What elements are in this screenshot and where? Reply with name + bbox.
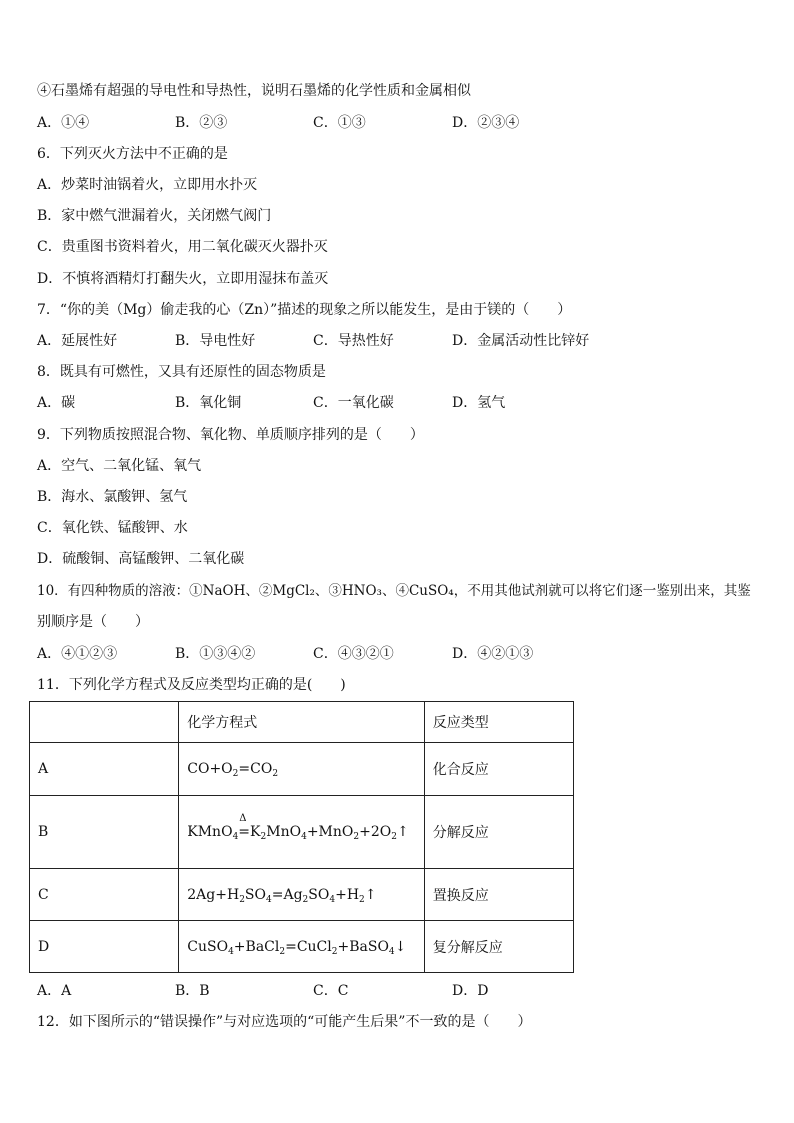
table-row [30,869,574,921]
q7-option-a: A．延展性好 [37,333,118,349]
q7-stem: 7．“你的美（Mg）偷走我的心（Zn）”描述的现象之所以能发生，是由于镁的（ ） [37,302,572,318]
q11-table [29,701,574,973]
row-label: A [30,743,179,796]
q10-stem-line1: 10．有四种物质的溶液：①NaOH、②MgCl₂、③HNO₃、④CuSO₄，不用其他试剂就可以将它们逐一鉴别出来，其鉴 [37,583,751,599]
q6-option-c: C．贵重图书资料着火，用二氧化碳灭火器扑灭 [37,239,328,255]
q11-option-b: B．B [175,983,210,999]
equation-d: CuSO$_4$+BaCl$_2$=CuCl$_2$+BaSO$_4$↓ [179,921,424,973]
row-label: D [30,921,179,973]
table-row [30,921,574,973]
header-cell-type: 反应类型 [424,702,573,743]
q9-option-b: B．海水、氯酸钾、氢气 [37,489,188,505]
q11-option-d: D．D [452,983,489,999]
row-label: B [30,796,179,869]
q6-option-a: A．炒菜时油锅着火，立即用水扑灭 [37,177,258,193]
q5-option-a: A．①④ [37,115,90,131]
q11-option-a: A．A [37,983,72,999]
row-label: C [30,869,179,921]
equation-b: KMnO$_4$ Δ $=K_2MnO_4+MnO_2+2O_2↑$ [179,796,424,869]
q7-option-b: B．导电性好 [175,333,256,349]
table-header-row [30,702,574,743]
q5-option-c: C．①③ [313,115,366,131]
q7-option-d: D．金属活动性比锌好 [452,333,590,349]
reaction-type: 化合反应 [424,743,573,796]
table-row [30,796,574,869]
q9-option-d: D．硫酸铜、高锰酸钾、二氧化碳 [37,551,245,567]
q11-option-c: C．C [313,983,349,999]
q9-option-a: A．空气、二氧化锰、氧气 [37,458,202,474]
q6-stem: 6．下列灭火方法中不正确的是 [37,146,228,162]
q8-option-c: C．一氧化碳 [313,395,394,411]
q10-option-b: B．①③④② [175,646,256,662]
q8-stem: 8．既具有可燃性，又具有还原性的固态物质是 [37,364,326,380]
q9-stem: 9．下列物质按照混合物、氧化物、单质顺序排列的是（ ） [37,427,424,443]
header-cell-empty [30,702,179,743]
q10-option-d: D．④②①③ [452,646,534,662]
q12-stem: 12．如下图所示的“错误操作”与对应选项的“可能产生后果”不一致的是（ ） [37,1014,532,1030]
q7-option-c: C．导热性好 [313,333,394,349]
q9-option-c: C．氧化铁、锰酸钾、水 [37,520,188,536]
reaction-type: 复分解反应 [424,921,573,973]
q6-option-b: B．家中燃气泄漏着火，关闭燃气阀门 [37,208,272,224]
q8-option-a: A．碳 [37,395,76,411]
q5-option-b: B．②③ [175,115,228,131]
reaction-type: 置换反应 [424,869,573,921]
equation-c: $2Ag+H_2SO_4=Ag_2SO_4+H_2↑$ [179,869,424,921]
q11-stem: 11．下列化学方程式及反应类型均正确的是( ) [37,677,346,693]
q8-option-d: D．氢气 [452,395,506,411]
q5-item-4: ④石墨烯有超强的导电性和导热性，说明石墨烯的化学性质和金属相似 [37,83,471,99]
table-row [30,743,574,796]
header-cell-equation: 化学方程式 [179,702,424,743]
equation-a: $CO+O_2=CO_2$ [179,743,424,796]
reaction-type: 分解反应 [424,796,573,869]
q6-option-d: D．不慎将酒精灯打翻失火，立即用湿抹布盖灭 [37,271,329,287]
q10-option-c: C．④③②① [313,646,394,662]
q10-stem-line2: 别顺序是（ ） [37,614,149,630]
q10-option-a: A．④①②③ [37,646,118,662]
q8-option-b: B．氧化铜 [175,395,242,411]
q5-option-d: D．②③④ [452,115,520,131]
